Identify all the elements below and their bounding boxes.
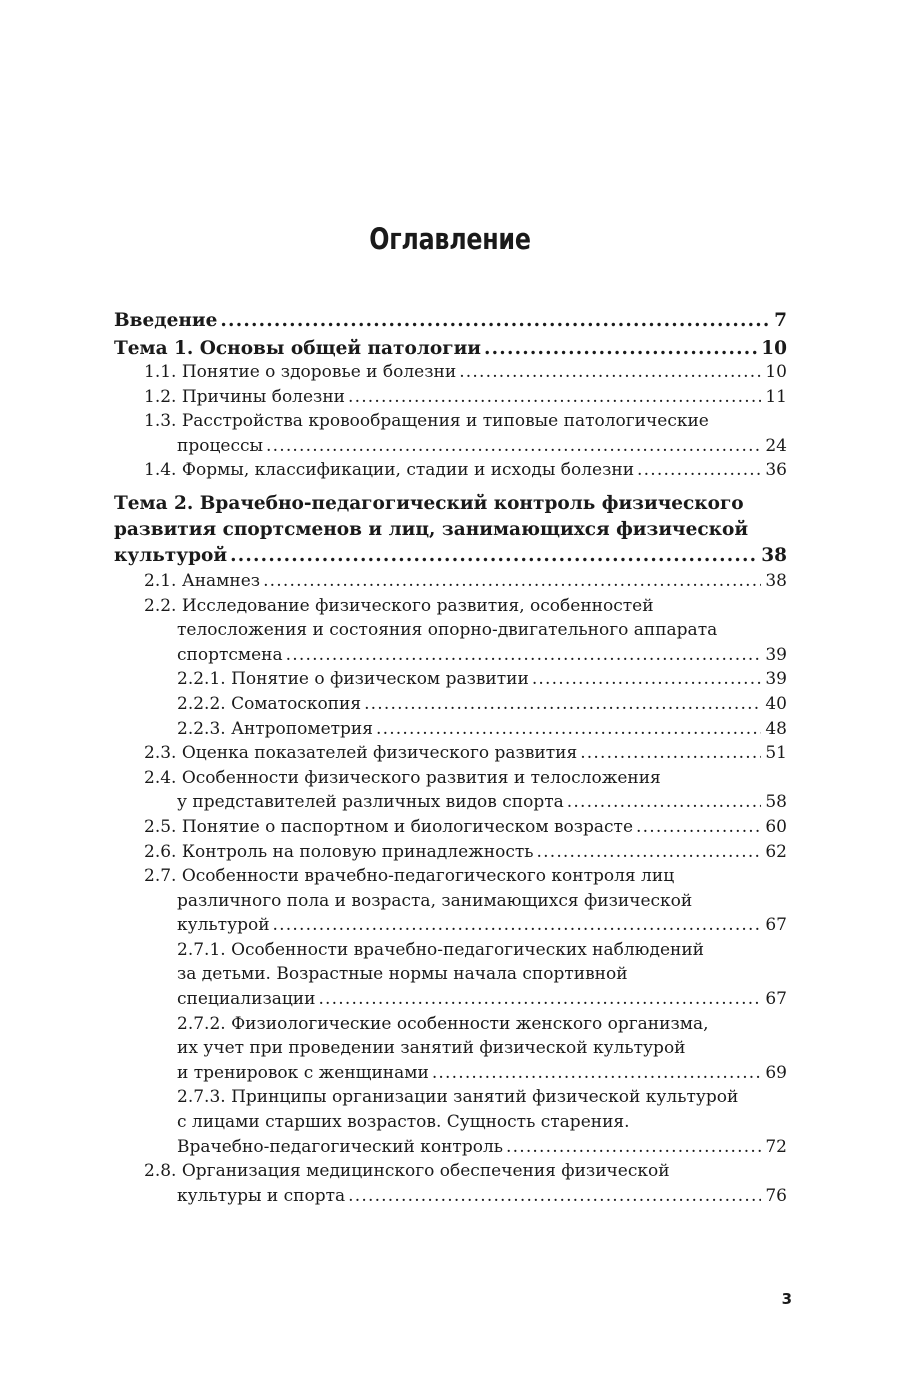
toc-page-number: 36: [765, 460, 787, 481]
page-title: Оглавление: [369, 222, 531, 256]
dot-leader: [532, 667, 762, 692]
toc-entry-line: различного пола и возраста, занимающихся физической: [177, 890, 693, 911]
dot-leader: [348, 385, 761, 410]
toc-entry: [0, 717, 900, 742]
toc-page-number: 62: [765, 841, 787, 862]
toc-entry: [0, 308, 900, 334]
toc-entry: [0, 458, 900, 483]
toc-entry-line: за детьми. Возрастные нормы начала спортивной: [177, 964, 628, 985]
toc-entry: [0, 938, 900, 1012]
toc-entry-title: 1.2. Причины болезни: [144, 386, 345, 407]
toc-page-number: 24: [765, 435, 787, 456]
toc-page-number: 48: [765, 718, 787, 739]
toc-page-number: 10: [765, 362, 787, 382]
dot-leader: [230, 543, 757, 569]
toc-entry: [0, 409, 900, 458]
dot-leader: [273, 913, 762, 938]
toc-entry: [0, 840, 900, 865]
toc-entry: [0, 360, 900, 385]
toc-entry: [0, 667, 900, 692]
toc-entry: [0, 864, 900, 938]
toc-entry: [0, 1012, 900, 1086]
toc-page-number: 58: [765, 792, 787, 813]
dot-leader: [636, 815, 761, 840]
toc-page-number: 67: [765, 915, 787, 936]
toc-entry-line: 2.7.3. Принципы организации занятий физической культурой: [177, 1087, 739, 1108]
toc-entry: [0, 815, 900, 840]
toc-entry: [0, 1159, 900, 1208]
toc-entry-line: 2.2. Исследование физического развития, особенностей: [144, 595, 654, 616]
dot-leader: [348, 1184, 761, 1209]
toc-entry-title: специализации: [177, 989, 316, 1010]
toc-entry-line: с лицами старших возрастов. Сущность старения.: [177, 1112, 630, 1133]
toc-entry-title: 2.3. Оценка показателей физического развития: [144, 743, 578, 764]
toc-entry-line: 2.4. Особенности физического развития и телосложения: [144, 767, 661, 788]
dot-leader: [567, 790, 762, 815]
toc-page-number: 40: [765, 693, 787, 714]
toc-entry: [0, 491, 900, 569]
dot-leader: [364, 692, 761, 717]
toc-page-number: 10: [761, 338, 787, 359]
toc-page-number: 67: [765, 989, 787, 1010]
toc-entry: [0, 385, 900, 410]
toc-entry-line: 2.7. Особенности врачебно-педагогического контроля лиц: [144, 866, 675, 887]
toc-entry-title: процессы: [177, 435, 264, 456]
page-number: 3: [781, 1290, 792, 1308]
dot-leader: [266, 434, 761, 459]
toc-entry: [0, 692, 900, 717]
toc-entry-title: культуры и спорта: [177, 1185, 346, 1206]
toc-page-number: 38: [765, 570, 787, 591]
toc-entry-title: 1.1. Понятие о здоровье и болезни: [144, 362, 457, 382]
toc-entry: [0, 594, 900, 668]
toc-entry-line: 2.7.1. Особенности врачебно-педагогических наблюдений: [177, 939, 704, 960]
toc-entry-title: 2.5. Понятие о паспортном и биологическом возрасте: [144, 816, 634, 837]
toc-entry-title: 2.2.2. Соматоскопия: [177, 693, 362, 714]
toc-entry-title: Тема 1. Основы общей патологии: [114, 338, 482, 359]
dot-leader: [286, 643, 762, 668]
toc-entry-title: и тренировок с женщинами: [177, 1062, 429, 1083]
dot-leader: [580, 741, 761, 766]
toc-entry-title: культурой: [114, 544, 228, 566]
toc-entry: [0, 1085, 900, 1159]
dot-leader: [506, 1135, 761, 1160]
toc-entry-line: Тема 2. Врачебно-педагогический контроль физического: [114, 492, 744, 514]
dot-leader: [263, 569, 761, 594]
toc-entry-title: Врачебно-педагогический контроль: [177, 1136, 504, 1157]
toc-entry-line: 2.7.2. Физиологические особенности женского организма,: [177, 1013, 709, 1034]
dot-leader: [637, 458, 761, 483]
table-of-contents: [0, 308, 900, 1208]
toc-entry: [0, 569, 900, 594]
toc-entry-line: их учет при проведении занятий физической культурой: [177, 1038, 686, 1059]
dot-leader: [484, 336, 757, 362]
toc-page-number: 39: [765, 644, 787, 665]
toc-entry: [0, 336, 900, 362]
toc-entry: [0, 766, 900, 815]
toc-entry-title: Введение: [114, 310, 218, 331]
toc-entry: [0, 741, 900, 766]
toc-entry-line: 1.3. Расстройства кровообращения и типовые патологические: [144, 411, 709, 432]
toc-entry-title: 2.6. Контроль на половую принадлежность: [144, 841, 534, 862]
toc-entry-line: развития спортсменов и лиц, занимающихся физической: [114, 518, 749, 540]
toc-page-number: 39: [765, 669, 787, 690]
toc-entry-title: 2.1. Анамнез: [144, 570, 261, 591]
toc-entry-line: 2.8. Организация медицинского обеспечения физической: [144, 1161, 670, 1182]
dot-leader: [432, 1061, 762, 1086]
toc-entry-title: спортсмена: [177, 644, 283, 665]
dot-leader: [220, 308, 770, 334]
dot-leader: [376, 717, 761, 742]
dot-leader: [537, 840, 762, 865]
toc-entry-title: культурой: [177, 915, 270, 936]
toc-page-number: 60: [765, 816, 787, 837]
toc-page-number: 51: [765, 743, 787, 764]
dot-leader: [459, 360, 761, 385]
toc-page-number: 11: [765, 386, 787, 407]
toc-page-number: 38: [761, 544, 787, 566]
toc-entry-line: телосложения и состояния опорно-двигательного аппарата: [177, 620, 718, 641]
toc-page-number: 7: [774, 310, 787, 331]
toc-entry-title: 1.4. Формы, классификации, стадии и исходы болезни: [144, 460, 635, 481]
toc-entry-title: 2.2.1. Понятие о физическом развитии: [177, 669, 529, 690]
toc-page-number: 69: [765, 1062, 787, 1083]
toc-entry-title: у представителей различных видов спорта: [177, 792, 564, 813]
dot-leader: [318, 987, 761, 1012]
toc-entry-title: 2.2.3. Антропометрия: [177, 718, 373, 739]
toc-page-number: 72: [765, 1136, 787, 1157]
toc-page-number: 76: [765, 1185, 787, 1206]
